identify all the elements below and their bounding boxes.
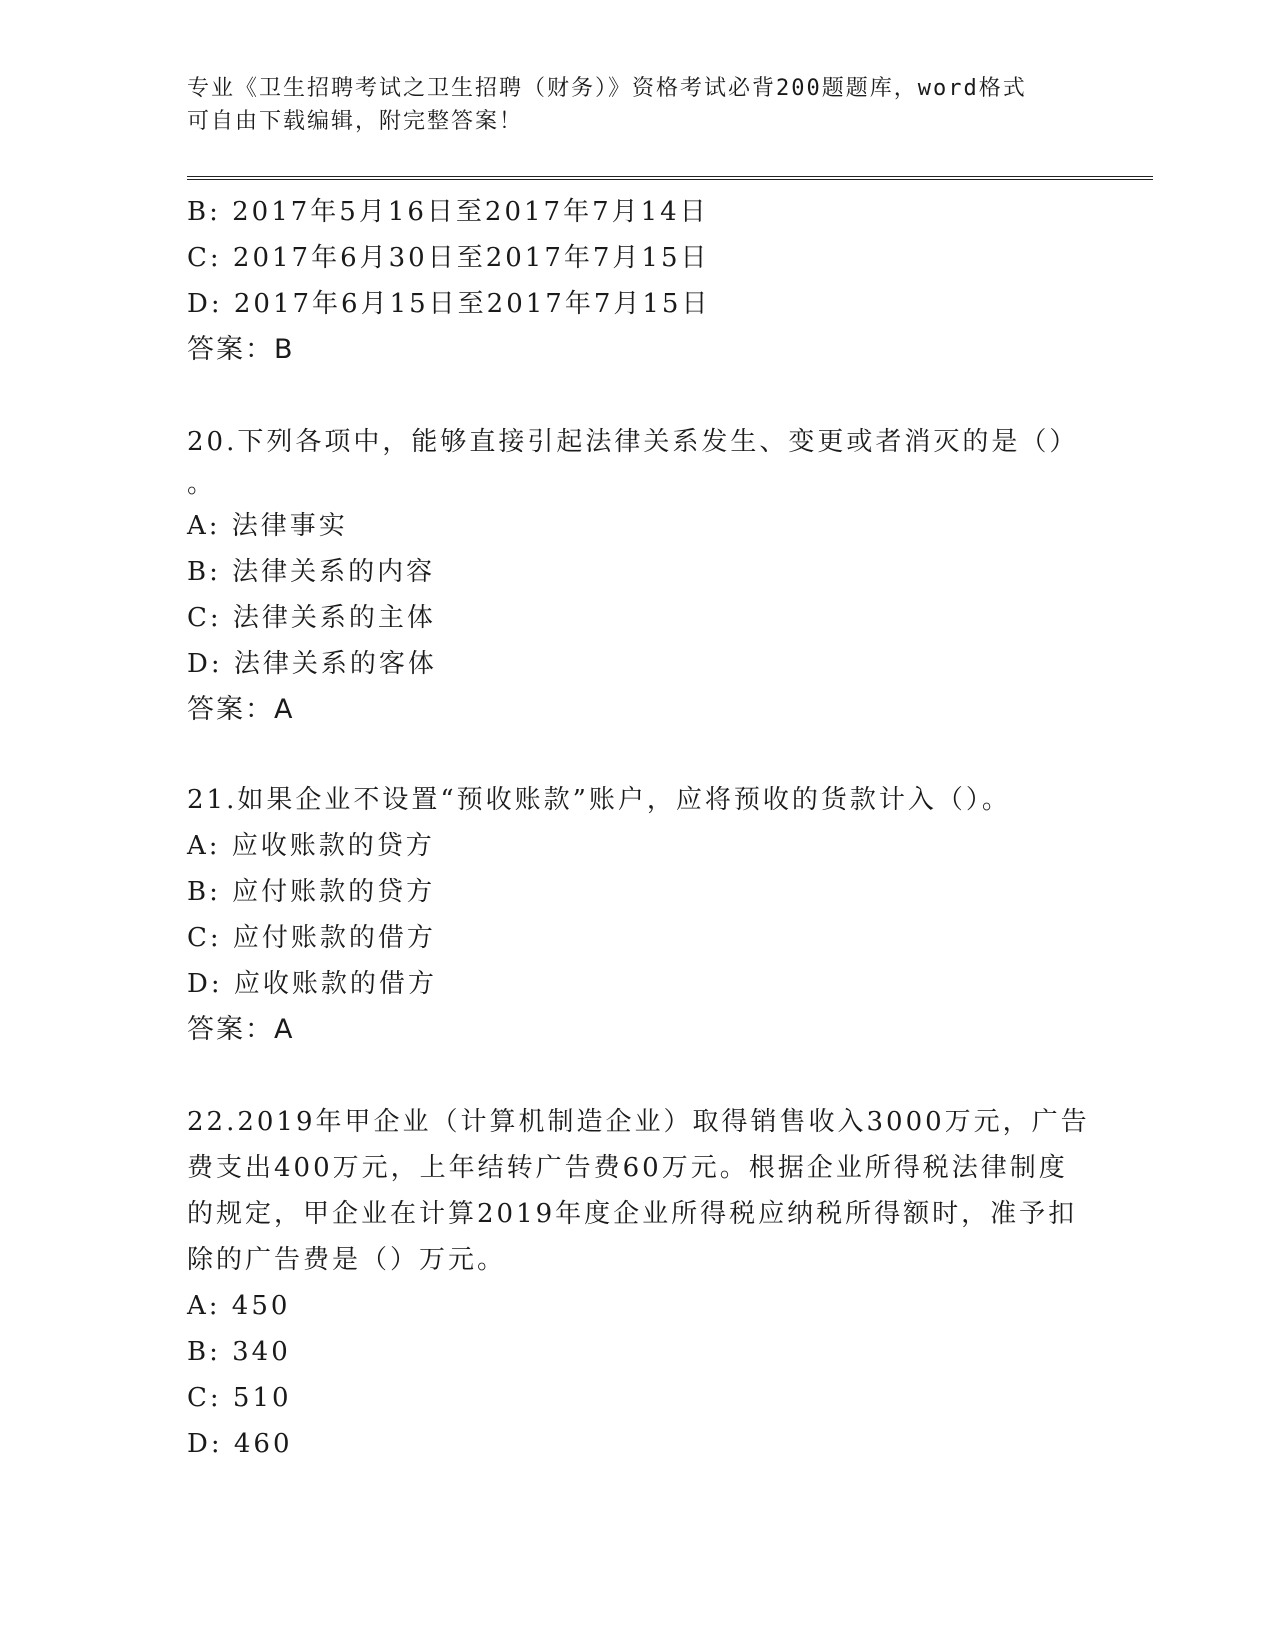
option-b: B: 应付账款的贷方 [187, 877, 436, 907]
question-stem-line-4: 除的广告费是（）万元。 [187, 1245, 507, 1275]
question-stem: 20.下列各项中，能够直接引起法律关系发生、变更或者消灭的是（） [187, 427, 1079, 457]
option-c: C: 2017年6月30日至2017年7月15日 [187, 243, 710, 273]
question-21 [187, 777, 1067, 1053]
page-header [187, 72, 1067, 138]
option-b: B: 法律关系的内容 [187, 557, 436, 587]
option-c: C: 510 [187, 1383, 292, 1413]
question-list [187, 189, 1090, 1467]
question-stem-line-1: 22.2019年甲企业（计算机制造企业）取得销售收入3000万元，广告 [187, 1107, 1090, 1137]
option-c: C: 法律关系的主体 [187, 603, 436, 633]
answer: 答案：A [187, 694, 295, 725]
header-title-line-2: 可自由下载编辑，附完整答案！ [187, 109, 524, 134]
question-stem-continued: 。 [187, 469, 217, 499]
option-b: B: 2017年5月16日至2017年7月14日 [187, 197, 709, 227]
header-title-line-1: 专业《卫生招聘考试之卫生招聘（财务）》资格考试必背200题题库，word格式 [187, 76, 1027, 101]
option-b: B: 340 [187, 1337, 291, 1367]
question-stem-line-2: 费支出400万元，上年结转广告费60万元。根据企业所得税法律制度 [187, 1153, 1068, 1183]
option-d: D: 2017年6月15日至2017年7月15日 [187, 289, 711, 319]
question-stem: 21.如果企业不设置“预收账款”账户，应将预收的货款计入（）。 [187, 785, 1011, 815]
option-a: A: 法律事实 [187, 511, 348, 541]
option-d: D: 应收账款的借方 [187, 969, 437, 999]
option-d: D: 法律关系的客体 [187, 649, 437, 679]
question-22 [187, 1099, 1090, 1467]
answer: 答案：B [187, 334, 295, 365]
option-c: C: 应付账款的借方 [187, 923, 436, 953]
question-19-tail [187, 189, 1067, 373]
question-stem-line-3: 的规定，甲企业在计算2019年度企业所得税应纳税所得额时，准予扣 [187, 1199, 1078, 1229]
answer: 答案：A [187, 1014, 295, 1045]
option-a: A: 450 [187, 1291, 291, 1321]
option-a: A: 应收账款的贷方 [187, 831, 435, 861]
header-divider [187, 176, 1153, 180]
option-d: D: 460 [187, 1429, 293, 1459]
question-20 [187, 419, 1079, 733]
